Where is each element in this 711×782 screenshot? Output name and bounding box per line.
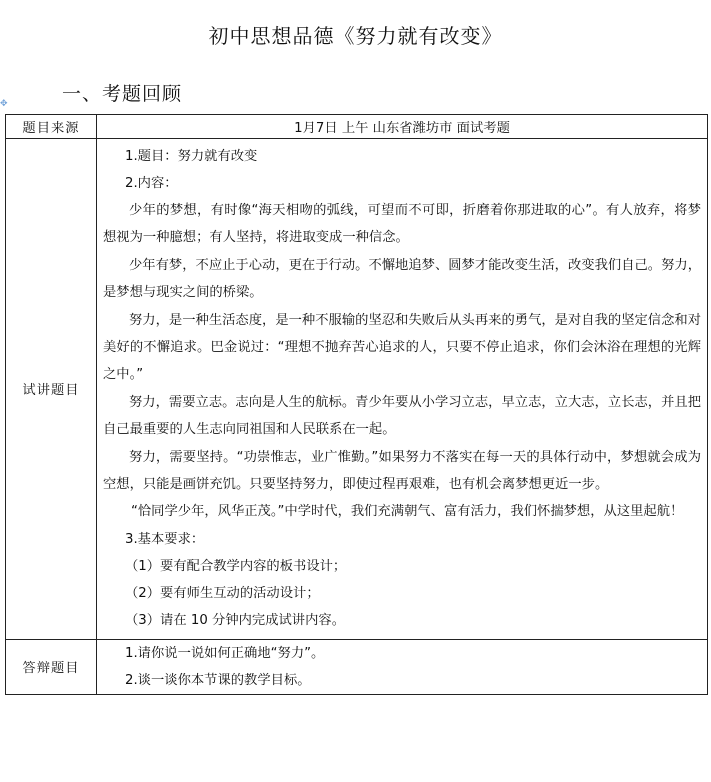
paragraph: 少年有梦，不应止于心动，更在于行动。不懈地追梦、圆梦才能改变生活，改变我们自己。努力，是梦想与现实之间的桥梁。: [103, 257, 701, 301]
paragraph: “恰同学少年，风华正茂。”中学时代，我们充满朝气、富有活力，我们怀揣梦想，从这里起航！: [131, 504, 684, 520]
lecture-label: 试讲题目: [6, 139, 97, 640]
paragraph: 努力，是一种生活态度，是一种不服输的坚忍和失败后从头再来的勇气，是对自我的坚定信念和对美好的不懈追求。巴金说过：“理想不抛弃苦心追求的人，只要不停止追求，你们会沐浴在理想的光辉之中。”: [103, 312, 701, 383]
source-value: 1月7日 上午 山东省潍坊市 面试考题: [97, 115, 708, 139]
section-heading: 一、考题回顾: [62, 83, 183, 105]
table-row-source: [6, 115, 708, 139]
lecture-topic: 1.题目：努力就有改变: [125, 149, 258, 164]
defense-label: 答辩题目: [6, 639, 97, 694]
exam-table: [5, 114, 708, 695]
content-label: 2.内容：: [125, 176, 178, 191]
paragraph: 少年的梦想，有时像“海天相吻的弧线，可望而不可即，折磨着你那进取的心”。有人放弃，将梦想视为一种臆想；有人坚持，将进取变成一种信念。: [103, 203, 701, 246]
requirement-item: （2）要有师生互动的活动设计；: [125, 585, 320, 601]
requirements-label: 3.基本要求：: [125, 531, 205, 547]
document-title: 初中思想品德《努力就有改变》: [208, 24, 503, 48]
source-label: 题目来源: [6, 115, 97, 139]
paragraph: 努力，需要坚持。“功崇惟志，业广惟勤。”如果努力不落实在每一天的具体行动中，梦想就会成为空想，只能是画饼充饥。只要坚持努力，即使过程再艰难，也有机会离梦想更近一步。: [103, 449, 701, 493]
requirement-item: （3）请在 10 分钟内完成试讲内容。: [125, 612, 345, 628]
defense-content: [97, 639, 708, 694]
table-row-defense: [6, 639, 708, 694]
lecture-content: [97, 139, 708, 640]
defense-question: 2.谈一谈你本节课的教学目标。: [125, 672, 311, 688]
paragraph: 努力，需要立志。志向是人生的航标。青少年要从小学习立志，早立志，立大志，立长志，并且把自己最重要的人生志向同祖国和人民联系在一起。: [103, 394, 701, 438]
anchor-mark-icon: ✥: [0, 99, 8, 109]
table-row-lecture: [6, 139, 708, 640]
requirement-item: （1）要有配合教学内容的板书设计；: [125, 558, 347, 574]
defense-question: 1.请你说一说如何正确地“努力”。: [125, 645, 325, 661]
